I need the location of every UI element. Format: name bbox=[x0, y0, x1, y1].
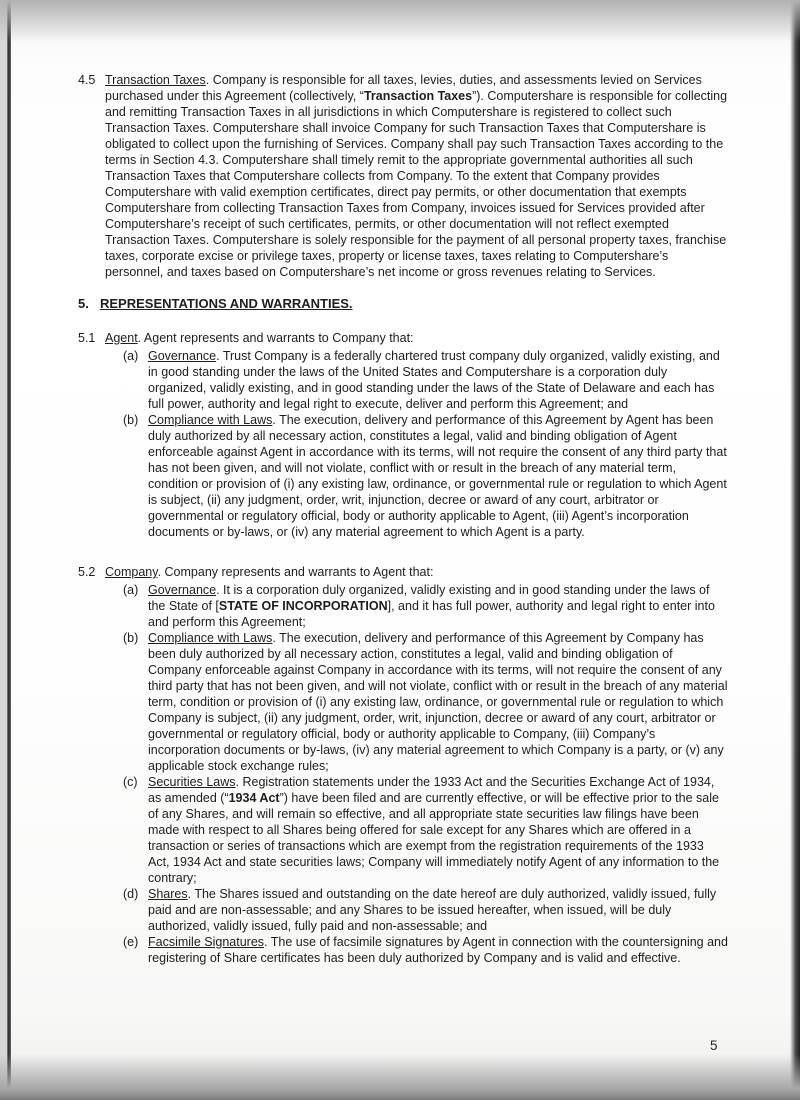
item-5-2-d-text: . The Shares issued and outstanding on the date hereof are duly authorized, validly issued, fully paid and are non-assessable; and any Shares to be issued hereafter, when issued, will be duly authorized, validly issued, fully paid and non-assessable; and bbox=[148, 887, 717, 933]
item-5-2-c-text-2: ”) have been filed and are currently effective, or will be effective prior to the sale of any Shares, and will remain so effective, and all appropriate state securities law filings have been made with respect to all Shares being offered for sale except for any Shares which are offered in a transaction or series of transactions which are exempt from the registration requirements of the 1933 Act, 1934 Act and state securities laws; Company will immediately notify Agent of any information to the contrary; bbox=[148, 791, 720, 885]
item-5-2-e bbox=[123, 934, 728, 966]
section-5-heading-row bbox=[78, 296, 728, 312]
item-5-1-b-heading: Compliance with Laws bbox=[148, 413, 273, 427]
item-5-2-b bbox=[123, 630, 728, 774]
section-5-1-number: 5.1 bbox=[78, 331, 96, 345]
item-5-2-d-heading: Shares bbox=[148, 887, 188, 901]
scan-edge-left-line bbox=[7, 0, 11, 1100]
section-4-5-number: 4.5 bbox=[78, 73, 96, 87]
item-5-1-a bbox=[123, 348, 728, 412]
scan-edge-left-margin bbox=[0, 0, 7, 1100]
section-4-5-text-1: . Company is responsible for all taxes, levies, duties, and assessments levied on Services purchased under this Agreement (collectively, “ bbox=[105, 73, 702, 103]
section-5-2-heading: Company bbox=[105, 565, 158, 579]
item-5-2-e-text: . The use of facsimile signatures by Agent in connection with the countersigning and registering of Share certificates has been duly authorized by Company and is valid and effective. bbox=[148, 935, 728, 965]
section-5-1-heading: Agent bbox=[105, 331, 138, 345]
item-5-2-c-text-1: . Registration statements under the 1933 Act and the Securities Exchange Act of 1934, as amended (“ bbox=[148, 775, 715, 805]
scan-shadow-top bbox=[0, 0, 800, 42]
page-number: 5 bbox=[710, 1038, 718, 1053]
scan-edge-right-line bbox=[790, 0, 800, 1100]
item-5-2-c-label: (c) bbox=[123, 775, 138, 789]
item-5-2-a-text-2: ], and it has full power, authority and legal right to enter into and perform this Agreement; bbox=[148, 599, 715, 629]
item-5-1-b bbox=[123, 412, 728, 540]
item-5-2-e-label: (e) bbox=[123, 935, 139, 949]
section-5-2-text: . Company represents and warrants to Agent that: bbox=[157, 565, 434, 579]
item-5-2-b-label: (b) bbox=[123, 631, 139, 645]
item-5-2-b-heading: Compliance with Laws bbox=[148, 631, 273, 645]
item-5-2-c-heading: Securities Laws bbox=[148, 775, 236, 789]
section-4-5-text-2: ”). Computershare is responsible for collecting and remitting Transaction Taxes in all jurisdictions in which Computershare is registered to collect such Transaction Taxes. Computershare shall invoice Company for such Transaction Taxes that Computershare is obligated to collect upon the furnishing of Services. Company shall pay such Transaction Taxes according to the terms in Section 4.3. Computershare shall timely remit to the appropriate governmental authorities all such Transaction Taxes that Computershare collects from Company. To the extent that Company provides Computershare with valid exemption certificates, direct pay permits, or other documentation that exempts Computershare from collecting Transaction Taxes from Company, invoices issued for Services provided after Computershare’s receipt of such certificates, permits, or other documentation will not reflect exempted Transaction Taxes. Computershare is solely responsible for the payment of all personal property taxes, franchise taxes, corporate excise or privilege taxes, property or license taxes, taxes relating to Computershare’s personnel, and taxes based on Computershare’s net income or gross revenues relating to Services. bbox=[105, 89, 728, 279]
document-content bbox=[78, 72, 728, 966]
placeholder-state-of-incorporation: STATE OF INCORPORATION bbox=[218, 599, 388, 613]
item-5-1-a-heading: Governance bbox=[148, 349, 217, 363]
item-5-1-a-label: (a) bbox=[123, 349, 139, 363]
item-5-2-a-label: (a) bbox=[123, 583, 139, 597]
section-5-1-text: . Agent represents and warrants to Company that: bbox=[137, 331, 414, 345]
item-5-2-a-heading: Governance bbox=[148, 583, 217, 597]
item-5-2-e-heading: Facsimile Signatures bbox=[148, 935, 265, 949]
item-5-1-a-text: . Trust Company is a federally chartered trust company duly organized, validly existing, and in good standing under the laws of the United States and Computershare is a corporation duly organized, validly existing, and in good standing under the laws of the State of Delaware and each has full power, authority and legal right to execute, deliver and perform this Agreement; and bbox=[148, 349, 720, 411]
item-5-2-b-text: . The execution, delivery and performance of this Agreement by Company has been duly authorized by all necessary action, constitutes a legal, valid and binding obligation of Company enforceable against Company in accordance with its terms, will not require the consent of any third party that has not been given, and will not violate, conflict with or result in the breach of any material term, condition or provision of (i) any existing law, ordinance, or governmental rule or regulation to which Company is subject, (ii) any judgment, order, writ, injunction, decree or award of any court, arbitrator or governmental or regulatory official, body or authority applicable to Company, (iii) Company’s incorporation documents or by-laws, (iv) any material agreement to which Company is a party, or (v) any applicable stock exchange rules; bbox=[148, 631, 728, 773]
section-5-1-paragraph bbox=[78, 330, 728, 346]
section-4-5-paragraph bbox=[78, 72, 728, 280]
item-5-2-a-text-1: . It is a corporation duly organized, validly existing and in good standing under the laws of the State of [ bbox=[148, 583, 710, 613]
defined-term-transaction-taxes: Transaction Taxes bbox=[363, 89, 473, 103]
item-5-2-a bbox=[123, 582, 728, 630]
section-5-2-paragraph bbox=[78, 564, 728, 580]
defined-term-1934-act: 1934 Act bbox=[228, 791, 280, 805]
item-5-2-d-label: (d) bbox=[123, 887, 139, 901]
item-5-2-c bbox=[123, 774, 728, 886]
section-5-title: REPRESENTATIONS AND WARRANTIES. bbox=[100, 296, 353, 311]
scan-shadow-bottom bbox=[0, 1054, 800, 1100]
section-5-2-number: 5.2 bbox=[78, 565, 96, 579]
item-5-1-b-text: . The execution, delivery and performance of this Agreement by Agent has been duly authorized by all necessary action, constitutes a legal, valid and binding obligation of Agent enforceable against Agent in accordance with its terms, will not require the consent of any third party that has not been given, and will not violate, conflict with or result in the breach of any material term, condition or provision of (i) any existing law, ordinance, or governmental rule or regulation to which Agent is subject, (ii) any judgment, order, writ, injunction, decree or award of any court, arbitrator or governmental or regulatory official, body or authority applicable to Agent, (iii) Agent’s incorporation documents or by-laws, or (iv) any material agreement to which Agent is a party. bbox=[148, 413, 727, 539]
section-5-number: 5. bbox=[78, 296, 89, 311]
item-5-2-d bbox=[123, 886, 728, 934]
section-4-5-heading: Transaction Taxes bbox=[105, 73, 206, 87]
item-5-1-b-label: (b) bbox=[123, 413, 139, 427]
